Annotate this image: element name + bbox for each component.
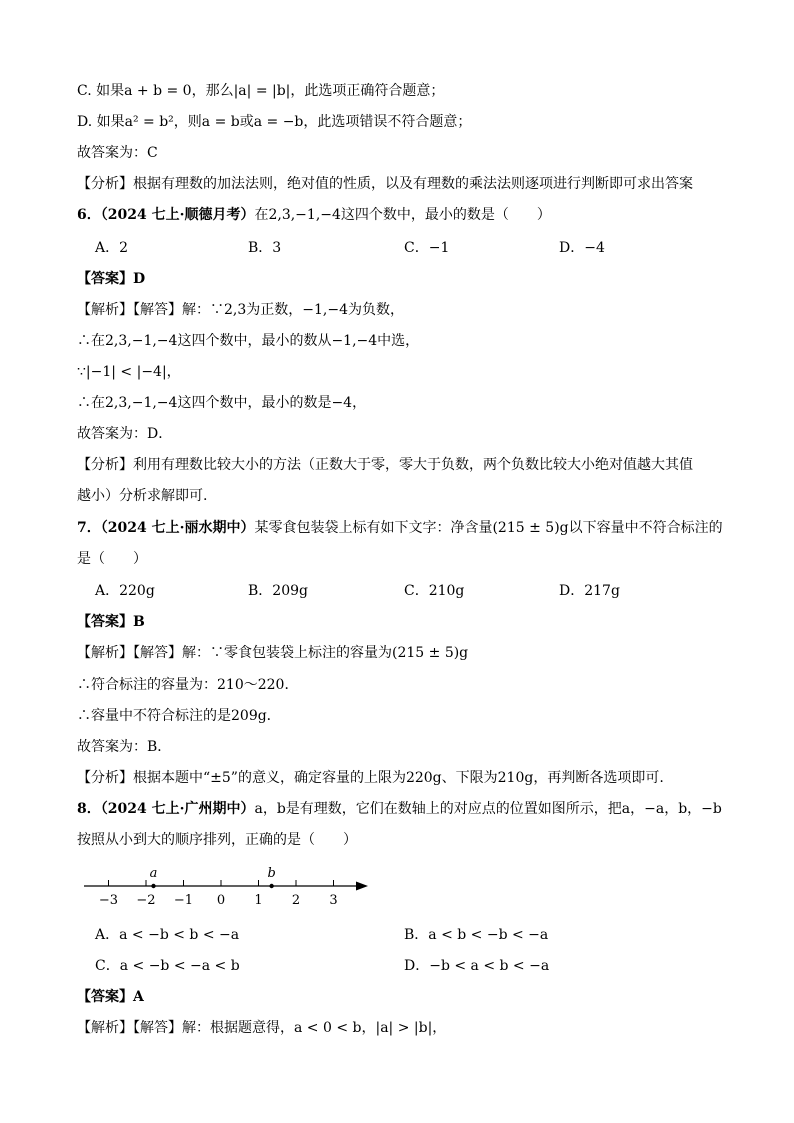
q6-solution-line: ∵|−1| < |−4|， — [77, 364, 181, 380]
q8-option-c: C．a < −b < −a < b — [95, 958, 240, 974]
q7-source: （2024 七上·丽水期中） — [100, 520, 255, 536]
q8-option-b: B．a < b < −b < −a — [404, 927, 549, 943]
q6-solution-line: 【解析】【解答】解：∵2,3为正数，−1,−4为负数， — [77, 302, 404, 318]
q7-option-a: A．220g — [95, 583, 155, 599]
q7-solution-line: ∴容量中不符合标注的是209g． — [77, 708, 281, 724]
q8-stem-cont: 按照从小到大的顺序排列，正确的是（ ） — [77, 832, 357, 848]
point-a-dot — [151, 884, 155, 888]
q7-solution-line: 【解析】【解答】解：∵零食包装袋上标注的容量为(215 ± 5)g — [77, 645, 469, 661]
number-line-tick-label: −3 — [98, 893, 119, 908]
q6-source: （2024 七上·顺德月考） — [100, 207, 255, 223]
q8-number: 8． — [77, 801, 101, 817]
q7-option-d: D．217g — [559, 583, 620, 599]
line-option-c: C. 如果a + b = 0，那么|a| = |b|，此选项正确符合题意； — [77, 83, 445, 99]
q7-solution-line: 故答案为：B． — [77, 739, 172, 755]
q8-source: （2024 七上·广州期中） — [100, 801, 255, 817]
q7-option-b: B．209g — [248, 583, 308, 599]
q6-option-a: A．2 — [95, 240, 129, 256]
q7-stem — [77, 518, 723, 538]
number-line-figure — [80, 866, 380, 910]
q8-option-a: A．a < −b < b < −a — [95, 927, 240, 943]
number-line-tick-label: 0 — [216, 893, 226, 908]
point-b-dot — [269, 884, 273, 888]
q6-option-d: D．−4 — [559, 240, 605, 256]
number-line-tick-label: 3 — [329, 893, 338, 908]
number-line-arrow — [356, 882, 368, 891]
line-analysis: 【分析】根据有理数的加法法则，绝对值的性质，以及有理数的乘法法则逐项进行判断即可求出答案 — [77, 176, 693, 192]
q6-number: 6． — [77, 207, 101, 223]
q8-solution-line: 【解析】【解答】解：根据题意得，a < 0 < b，|a| > |b|， — [77, 1020, 447, 1036]
q6-text: 在2,3,−1,−4这四个数中，最小的数是（ ） — [254, 207, 551, 223]
q6-option-c: C．−1 — [404, 240, 450, 256]
q7-option-c: C．210g — [404, 583, 465, 599]
q7-number: 7． — [77, 520, 101, 536]
q6-stem — [77, 205, 551, 225]
q6-solution-line: 越小）分析求解即可. — [77, 488, 208, 504]
q7-solution-line: 【分析】根据本题中“±5”的意义，确定容量的上限为220g、下限为210g，再判断各选项即可. — [77, 770, 664, 786]
q7-stem-cont: 是（ ） — [77, 551, 147, 567]
point-a-label: a — [149, 866, 158, 881]
q6-solution-line: ∴在2,3,−1,−4这四个数中，最小的数是−4， — [77, 395, 367, 411]
point-b-label: b — [267, 866, 276, 881]
number-line-tick-label: 2 — [291, 893, 301, 908]
number-line-tick-label: −2 — [136, 893, 156, 908]
q6-answer: 【答案】D — [77, 271, 146, 287]
line-option-d: D. 如果a² = b²，则a = b或a = −b，此选项错误不符合题意； — [77, 114, 472, 130]
q8-option-d: D．−b < a < b < −a — [404, 958, 550, 974]
q6-option-b: B．3 — [248, 240, 282, 256]
q8-stem — [77, 799, 722, 819]
q6-solution-line: 【分析】利用有理数比较大小的方法（正数大于零，零大于负数，两个负数比较大小绝对值越大其值 — [77, 457, 693, 473]
q8-answer: 【答案】A — [77, 989, 144, 1005]
line-answer-c: 故答案为：C — [77, 145, 158, 161]
number-line-tick-label: 1 — [254, 893, 263, 908]
q7-text: 某零食包装袋上标有如下文字：净含量(215 ± 5)g以下容量中不符合标注的 — [254, 520, 723, 536]
q6-solution-line: ∴在2,3,−1,−4这四个数中，最小的数从−1,−4中选， — [77, 333, 420, 349]
q8-text: a，b是有理数，它们在数轴上的对应点的位置如图所示，把a，−a，b，−b — [254, 801, 722, 817]
q7-solution-line: ∴符合标注的容量为：210～220． — [77, 677, 299, 693]
q7-answer: 【答案】B — [77, 614, 145, 630]
q6-solution-line: 故答案为：D． — [77, 426, 173, 442]
number-line-tick-label: −1 — [173, 893, 194, 908]
